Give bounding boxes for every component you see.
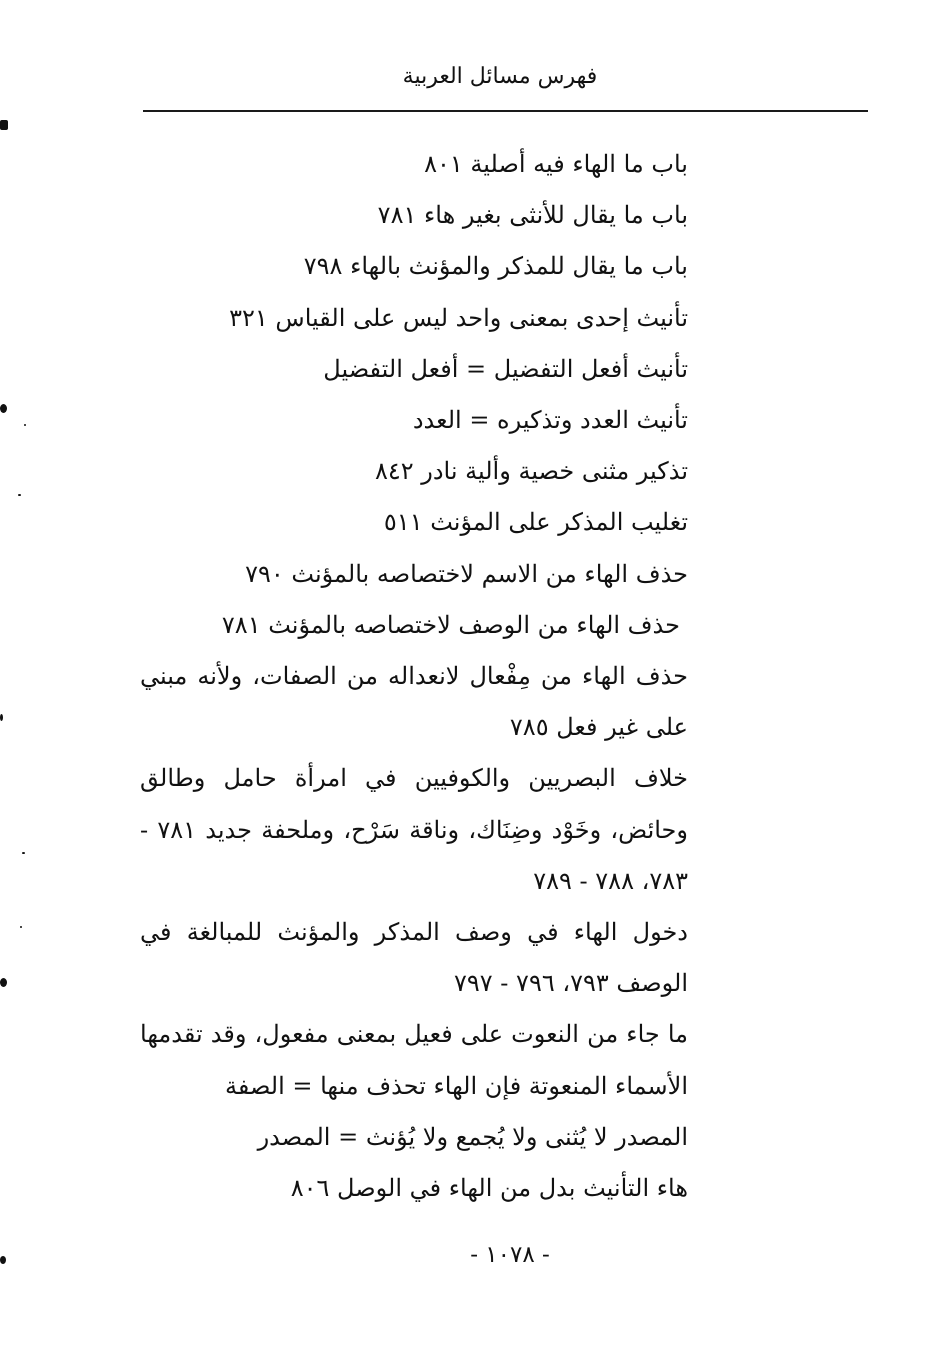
index-entry: خلاف البصريين والكوفيين في امرأة حامل وطالق وحائض، وخَوْد وضِنَاك، وناقة سَرْح، وملحفة جديد ٧٨١ - ٧٨٣، ٧٨٨ - ٧٨٩ bbox=[140, 764, 688, 895]
scan-mark bbox=[22, 852, 25, 854]
scan-mark bbox=[0, 120, 8, 130]
scan-mark bbox=[0, 1256, 6, 1264]
index-entry: تغليب المذكر على المؤنث ٥١١ bbox=[383, 508, 688, 537]
scan-mark bbox=[20, 926, 22, 928]
index-entry: حذف الهاء من مِفْعال لانعداله من الصفات، ولأنه مبني على غير فعل ٧٨٥ bbox=[140, 662, 688, 742]
index-entry: باب ما الهاء فيه أصلية ٨٠١ bbox=[424, 150, 688, 178]
page-number: - ١٠٧٨ - bbox=[470, 1242, 550, 1268]
index-entry: تأنيث أفعل التفضيل = أفعل التفضيل bbox=[323, 354, 688, 383]
index-entry: هاء التأنيث بدل من الهاء في الوصل ٨٠٦ bbox=[290, 1174, 688, 1203]
index-entry: دخول الهاء في وصف المذكر والمؤنث للمبالغة في الوصف ٧٩٣، ٧٩٦ - ٧٩٧ bbox=[140, 918, 688, 998]
index-entry: حذف الهاء من الوصف لاختصاصه بالمؤنث ٧٨١ bbox=[221, 610, 680, 639]
scan-mark bbox=[0, 714, 3, 721]
scan-mark bbox=[24, 424, 26, 426]
page-title: فهرس مسائل العربية bbox=[402, 64, 598, 89]
index-entry: المصدر لا يُثنى ولا يُجمع ولا يُؤنث = المصدر bbox=[257, 1122, 688, 1151]
index-entry: حذف الهاء من الاسم لاختصاصه بالمؤنث ٧٩٠ bbox=[245, 559, 688, 588]
scan-mark bbox=[18, 494, 21, 496]
index-entry: باب ما يقال للأنثى بغير هاء ٧٨١ bbox=[377, 201, 688, 230]
index-entries bbox=[140, 139, 688, 1214]
index-entry: باب ما يقال للمذكر والمؤنث بالهاء ٧٩٨ bbox=[303, 252, 688, 281]
index-entry: ما جاء من النعوت على فعيل بمعنى مفعول، وقد تقدمها الأسماء المنعوتة فإن الهاء تحذف منها = الصفة bbox=[140, 1020, 688, 1100]
header-divider bbox=[143, 110, 868, 112]
index-entry: تأنيث العدد وتذكيره = العدد bbox=[412, 406, 688, 435]
scan-mark bbox=[0, 404, 7, 413]
index-entry: تذكير مثنى خصية وألية نادر ٨٤٢ bbox=[374, 457, 688, 486]
index-entry: تأنيث إحدى بمعنى واحد ليس على القياس ٣٢١ bbox=[229, 303, 688, 332]
scan-mark bbox=[0, 978, 7, 987]
